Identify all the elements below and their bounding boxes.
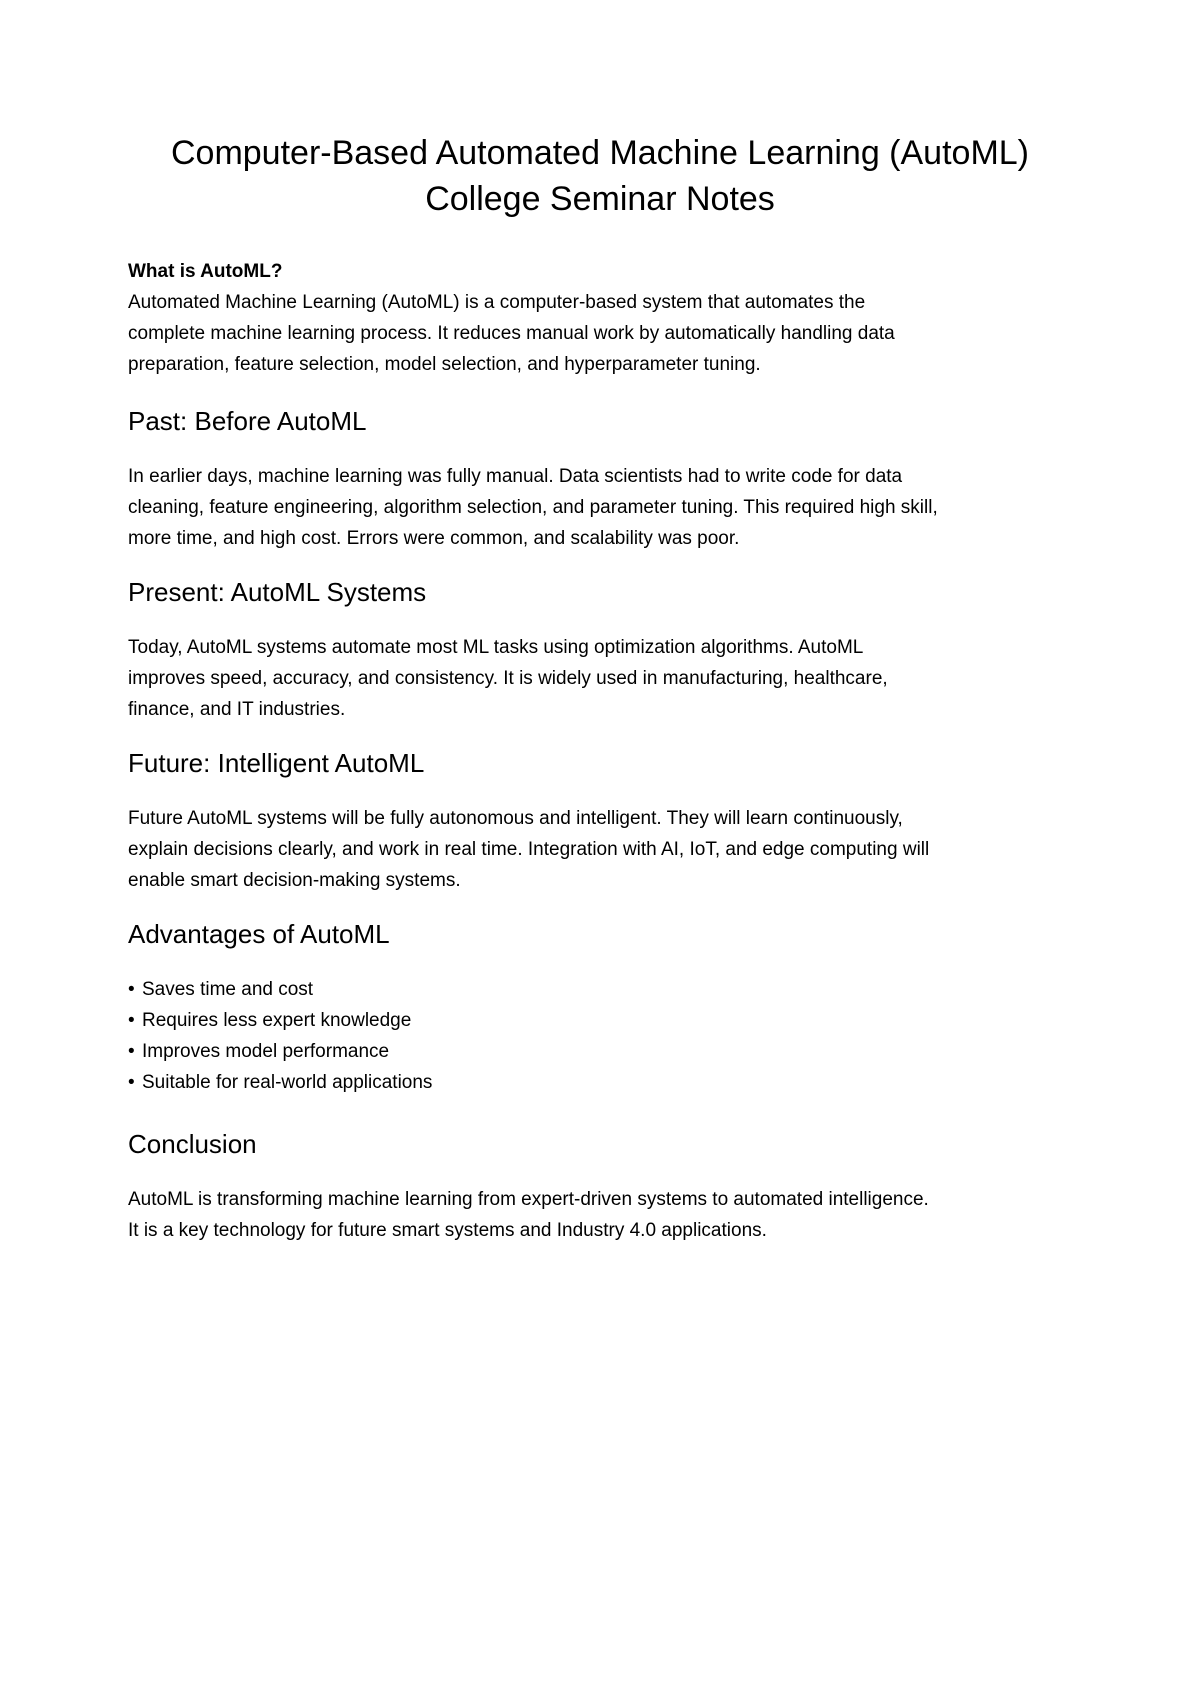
present-line-3: finance, and IT industries.: [128, 699, 346, 720]
advantages-list: [128, 974, 1088, 1098]
bullet-icon: •: [128, 1010, 135, 1031]
list-item: [128, 1067, 1088, 1098]
future-line-3: enable smart decision-making systems.: [128, 870, 461, 891]
bullet-icon: •: [128, 979, 135, 1000]
title-line-2: College Seminar Notes: [425, 180, 775, 218]
conclusion-line-1: AutoML is transforming machine learning from expert-driven systems to automated intelligence.: [128, 1189, 929, 1210]
intro-paragraph: [128, 287, 1088, 380]
intro-line-3: preparation, feature selection, model selection, and hyperparameter tuning.: [128, 354, 761, 375]
future-heading: Future: Intelligent AutoML: [128, 748, 425, 778]
future-paragraph: [128, 803, 1088, 896]
bullet-icon: •: [128, 1072, 135, 1093]
bullet-icon: •: [128, 1041, 135, 1062]
future-line-2: explain decisions clearly, and work in real time. Integration with AI, IoT, and edge computing will: [128, 839, 930, 860]
list-item: [128, 1005, 1088, 1036]
present-line-2: improves speed, accuracy, and consistency. It is widely used in manufacturing, healthcare,: [128, 668, 888, 689]
intro-heading: What is AutoML?: [128, 261, 283, 282]
list-item: [128, 974, 1088, 1005]
past-line-1: In earlier days, machine learning was fully manual. Data scientists had to write code for data: [128, 466, 903, 487]
list-item: [128, 1036, 1088, 1067]
conclusion-line-2: It is a key technology for future smart systems and Industry 4.0 applications.: [128, 1220, 767, 1241]
advantages-heading: Advantages of AutoML: [128, 919, 390, 949]
past-heading: Past: Before AutoML: [128, 406, 367, 436]
conclusion-paragraph: [128, 1184, 1088, 1246]
past-line-3: more time, and high cost. Errors were common, and scalability was poor.: [128, 528, 740, 549]
present-paragraph: [128, 632, 1088, 725]
conclusion-heading: Conclusion: [128, 1129, 257, 1159]
past-line-2: cleaning, feature engineering, algorithm selection, and parameter tuning. This required high skill,: [128, 497, 938, 518]
list-item-text: Saves time and cost: [142, 979, 314, 1000]
future-line-1: Future AutoML systems will be fully autonomous and intelligent. They will learn continuously,: [128, 808, 903, 829]
list-item-text: Suitable for real-world applications: [142, 1072, 433, 1093]
present-line-1: Today, AutoML systems automate most ML tasks using optimization algorithms. AutoML: [128, 637, 864, 658]
title-line-1: Computer-Based Automated Machine Learning (AutoML): [170, 134, 1030, 172]
intro-line-2: complete machine learning process. It reduces manual work by automatically handling data: [128, 323, 895, 344]
intro-line-1: Automated Machine Learning (AutoML) is a computer-based system that automates the: [128, 292, 866, 313]
present-heading: Present: AutoML Systems: [128, 577, 427, 607]
past-paragraph: [128, 461, 1088, 554]
list-item-text: Improves model performance: [142, 1041, 390, 1062]
document-title: [100, 130, 1100, 222]
list-item-text: Requires less expert knowledge: [142, 1010, 412, 1031]
